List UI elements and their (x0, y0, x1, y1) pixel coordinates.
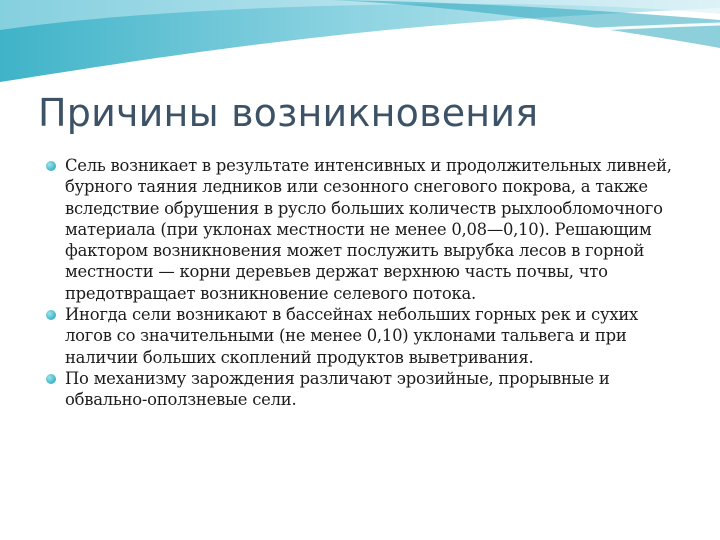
bullet-dot-icon (46, 310, 56, 320)
bullet-list (46, 155, 686, 411)
bullet-text: Сель возникает в результате интенсивных и продолжительных ливней, бурного таяния ледников или сезонного снегового покрова, а также вследствие обрушения в русло больших количеств рыхлообломочного материала (при уклонах местности не менее 0,08—0,10). Решающим фактором возникновения может послужить вырубка лесов в горной местности — корни деревьев держат верхнюю часть почвы, что предотвращает возникновение селевого потока. (65, 156, 672, 303)
bullet-text: По механизму зарождения различают эрозийные, прорывные и обвально-оползневые сели. (65, 368, 610, 410)
bullet-text: Иногда сели возникают в бассейнах небольших горных рек и сухих логов со значительными (не менее 0,10) уклонами тальвега и при наличии больших скоплений продуктов выветривания. (65, 305, 639, 367)
bullet-item (46, 304, 686, 368)
bullet-dot-icon (46, 374, 56, 384)
slide-title: Причины возникновения (38, 91, 539, 135)
bullet-item (46, 155, 686, 304)
bullet-item (46, 368, 686, 411)
bullet-dot-icon (46, 161, 56, 171)
